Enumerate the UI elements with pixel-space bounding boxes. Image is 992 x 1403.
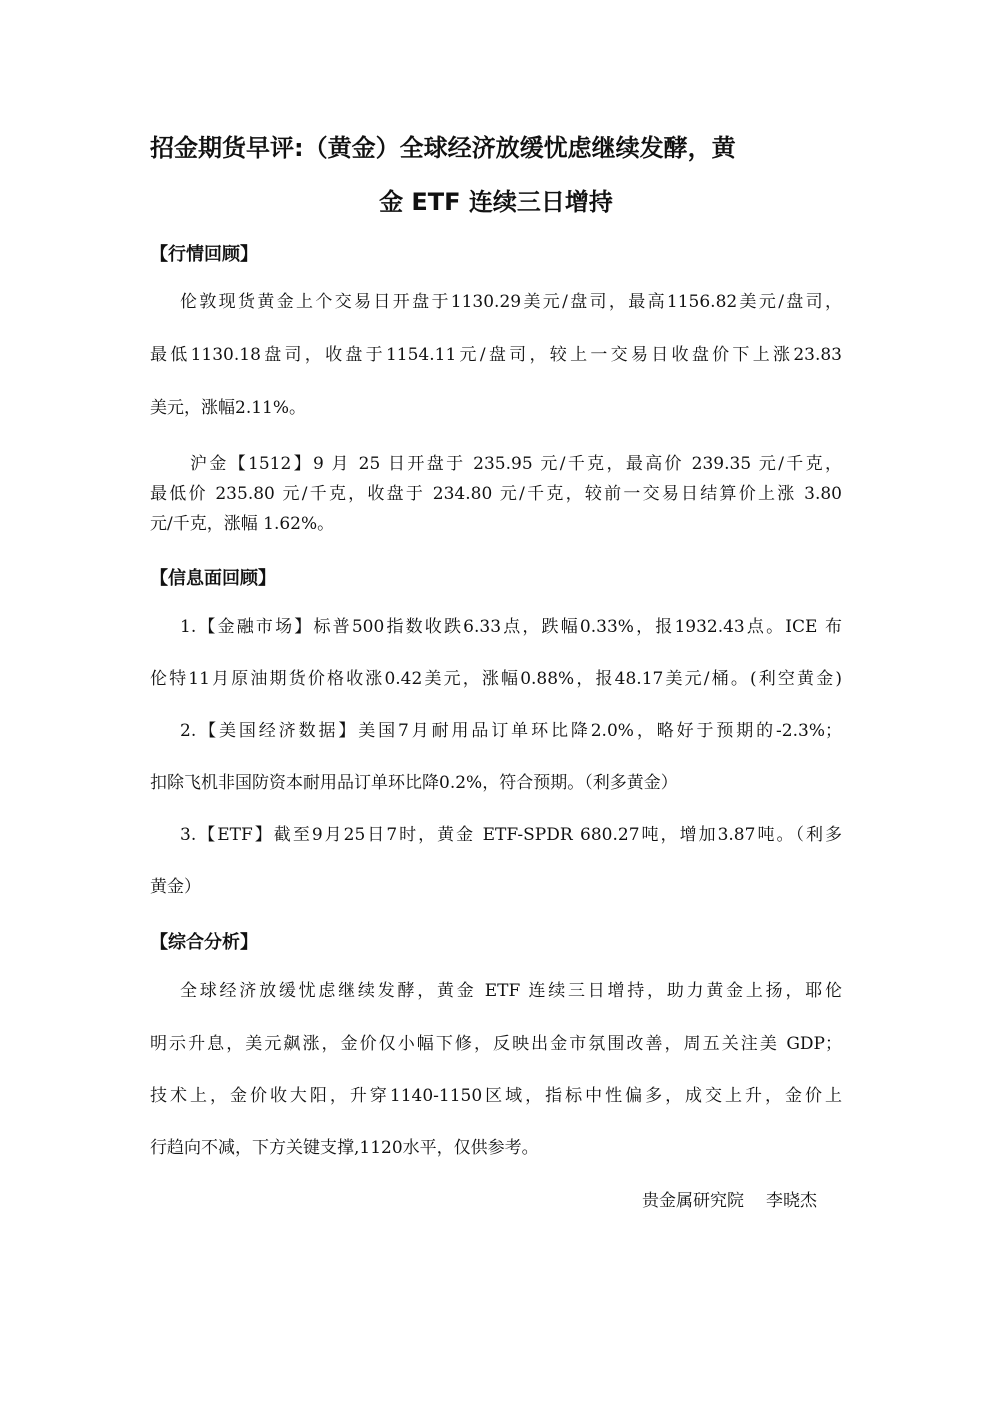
news-item-1-line-2: 伦特11月原油期货价格收涨0.42美元，涨幅0.88%，报48.17美元/桶。(利空黄金) — [150, 669, 842, 689]
doc-title-line-2: 金 ETF 连续三日增持 — [379, 188, 613, 216]
news-item-1-line-1: 1.【金融市场】标普500指数收跌6.33点，跌幅0.33%，报1932.43点。ICE 布 — [180, 617, 842, 637]
section-heading-analysis: 【综合分析】 — [150, 932, 258, 953]
section-heading-news-review: 【信息面回顾】 — [150, 568, 276, 589]
shfe-gold-line-1: 沪金【1512】9 月 25 日开盘于 235.95 元/千克，最高价 239.35 元/千克， — [190, 454, 842, 474]
news-item-3-line-2: 黄金） — [150, 877, 201, 897]
analysis-line-2: 明示升息，美元飙涨，金价仅小幅下修，反映出金市氛围改善，周五关注美 GDP； — [150, 1034, 842, 1054]
news-item-2-line-1: 2.【美国经济数据】美国7月耐用品订单环比降2.0%，略好于预期的-2.3%； — [180, 721, 842, 741]
shfe-gold-line-2: 最低价 235.80 元/千克，收盘于 234.80 元/千克，较前一交易日结算价上涨 3.80 — [150, 484, 842, 504]
signature-org: 贵金属研究院 — [642, 1191, 744, 1211]
section-heading-market-review: 【行情回顾】 — [150, 244, 258, 265]
london-gold-line-3: 美元，涨幅2.11%。 — [150, 398, 307, 418]
news-item-3-line-1: 3.【ETF】截至9月25日7时，黄金 ETF-SPDR 680.27吨，增加3.87吨。（利多 — [180, 825, 842, 845]
doc-title-line-1: 招金期货早评:（黄金）全球经济放缓忧虑继续发酵，黄 — [150, 134, 736, 162]
analysis-line-4: 行趋向不减，下方关键支撑,1120水平，仅供参考。 — [150, 1138, 539, 1158]
signature-author: 李晓杰 — [766, 1191, 817, 1211]
analysis-line-1: 全球经济放缓忧虑继续发酵，黄金 ETF 连续三日增持，助力黄金上扬，耶伦 — [180, 981, 842, 1001]
shfe-gold-line-3: 元/千克，涨幅 1.62%。 — [150, 514, 335, 534]
news-item-2-line-2: 扣除飞机非国防资本耐用品订单环比降0.2%，符合预期。（利多黄金） — [150, 773, 678, 793]
london-gold-line-1: 伦敦现货黄金上个交易日开盘于1130.29美元/盘司，最高1156.82美元/盘司， — [180, 292, 842, 312]
signature — [642, 1186, 817, 1211]
london-gold-line-2: 最低1130.18盘司，收盘于1154.11元/盘司，较上一交易日收盘价下上涨23.83 — [150, 345, 842, 365]
analysis-line-3: 技术上，金价收大阳，升穿1140-1150区域，指标中性偏多，成交上升，金价上 — [150, 1086, 842, 1106]
